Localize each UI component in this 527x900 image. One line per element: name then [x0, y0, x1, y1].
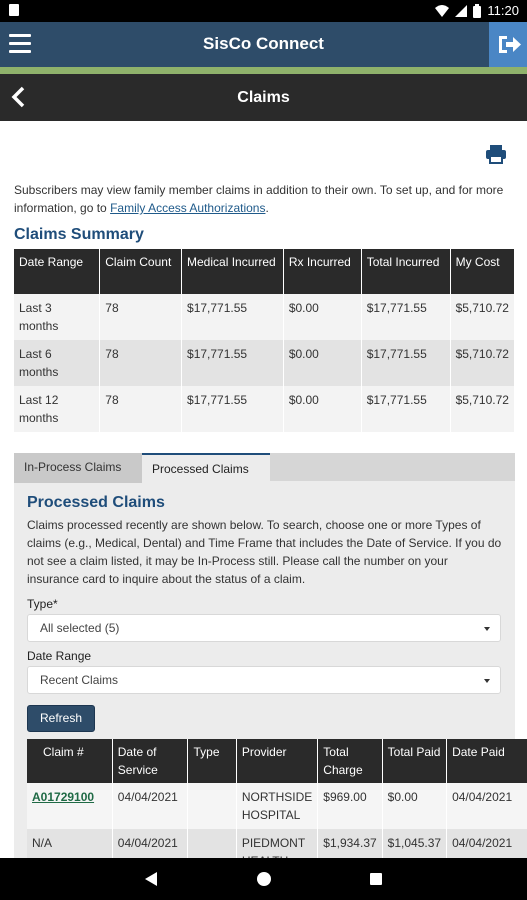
table-cell: $17,771.55 [361, 294, 450, 340]
table-cell: 78 [100, 294, 182, 340]
type-label: Type* [27, 597, 58, 611]
refresh-button[interactable]: Refresh [27, 705, 95, 732]
table-cell: PIEDMONT [236, 829, 317, 875]
intro-body: Subscribers may view family member claims in addition to their own. To set up, and for more information, go to [14, 183, 504, 215]
processed-claims-table [27, 739, 527, 875]
intro-suffix: . [265, 201, 269, 215]
table-row [14, 294, 515, 340]
table-cell: $5,710.72 [450, 294, 514, 340]
table-cell: $1,934.37 [318, 829, 382, 875]
app-bar [0, 22, 527, 67]
table-cell: $0.00 [283, 340, 361, 386]
sub-header [0, 74, 527, 121]
table-cell: 04/04/2021 [447, 783, 527, 829]
table-cell: Last 6 months [14, 340, 100, 386]
page-title: Claims [237, 89, 290, 106]
table-row[interactable] [27, 783, 527, 829]
table-cell: $17,771.55 [182, 340, 284, 386]
print-icon[interactable] [485, 143, 507, 165]
nav-home-icon[interactable] [257, 872, 271, 886]
table-cell: Last 12 months [14, 386, 100, 432]
status-bar [0, 0, 527, 22]
table-cell: N/A [27, 829, 112, 875]
nav-recents-icon[interactable] [370, 873, 382, 885]
intro-text [14, 181, 514, 217]
date-range-label: Date Range [27, 649, 92, 663]
header-date-of-service: Date of Service [112, 739, 188, 783]
system-nav-bar [0, 858, 527, 900]
header-date-paid: Date Paid [447, 739, 527, 783]
logout-icon [489, 22, 527, 67]
header-date-range: Date Range [14, 249, 100, 294]
table-cell: $17,771.55 [361, 386, 450, 432]
logout-button[interactable] [489, 22, 527, 67]
header-claim-count: Claim Count [100, 249, 182, 294]
notification-icon [8, 3, 20, 17]
table-cell: $969.00 [318, 783, 382, 829]
header-type: Type [188, 739, 236, 783]
type-select[interactable] [27, 614, 501, 642]
table-row [14, 386, 515, 432]
header-total-incurred: Total Incurred [361, 249, 450, 294]
date-range-select-value: Recent Claims [40, 673, 119, 687]
tab-processed-claims[interactable]: Processed Claims [142, 453, 270, 483]
processed-claims-title: Processed Claims [27, 494, 165, 511]
table-cell: 04/04/2021 [112, 783, 188, 829]
table-cell: $0.00 [283, 294, 361, 340]
claim-number-link[interactable]: A01729100 [32, 790, 95, 804]
table-cell: NORTHSIDE HOSPITAL [236, 783, 317, 829]
table-cell: $0.00 [283, 386, 361, 432]
claims-header-row [27, 739, 527, 783]
claim-number-cell [27, 783, 112, 829]
nav-back-icon[interactable] [145, 872, 157, 886]
caret-down-icon [484, 679, 490, 683]
header-my-cost: My Cost [450, 249, 514, 294]
header-medical-incurred: Medical Incurred [182, 249, 284, 294]
table-cell [188, 783, 236, 829]
wifi-icon [435, 4, 449, 18]
type-select-value: All selected (5) [40, 621, 120, 635]
status-time: 11:20 [487, 3, 519, 18]
accent-stripe [0, 67, 527, 74]
processed-claims-description: Claims processed recently are shown below. To search, choose one or more Types of claims (e.g., Medical, Dental) and Time Frame that includes the Date of Service. If you do not see a claim listed, it may be In-Process still. Please call the number on your insurance card to inquire about the status of a claim. [27, 518, 502, 586]
table-cell: $17,771.55 [182, 386, 284, 432]
table-cell: $5,710.72 [450, 340, 514, 386]
claims-summary-title: Claims Summary [14, 226, 144, 243]
table-cell: 78 [100, 340, 182, 386]
header-total-paid: Total Paid [382, 739, 446, 783]
header-total-charge: Total Charge [318, 739, 382, 783]
caret-down-icon [484, 627, 490, 631]
header-rx-incurred: Rx Incurred [283, 249, 361, 294]
header-claim-number: Claim # [27, 739, 112, 783]
table-cell: Last 3 months [14, 294, 100, 340]
claims-summary-table [14, 249, 515, 432]
table-cell: $5,710.72 [450, 386, 514, 432]
table-cell: 78 [100, 386, 182, 432]
family-access-link[interactable]: Family Access Authorizations [110, 201, 266, 215]
table-cell: $0.00 [382, 783, 446, 829]
header-provider: Provider [236, 739, 317, 783]
table-row [14, 340, 515, 386]
summary-header-row [14, 249, 515, 294]
tab-in-process-claims[interactable]: In-Process Claims [14, 453, 142, 483]
table-cell: 04/04/2021 [447, 829, 527, 875]
table-cell: 04/04/2021 [112, 829, 188, 875]
table-cell: $1,045.37 [382, 829, 446, 875]
battery-icon [473, 4, 481, 18]
app-title: SisCo Connect [203, 34, 324, 53]
table-cell: $17,771.55 [182, 294, 284, 340]
table-cell: $17,771.55 [361, 340, 450, 386]
date-range-select[interactable] [27, 666, 501, 694]
signal-icon [455, 4, 467, 18]
